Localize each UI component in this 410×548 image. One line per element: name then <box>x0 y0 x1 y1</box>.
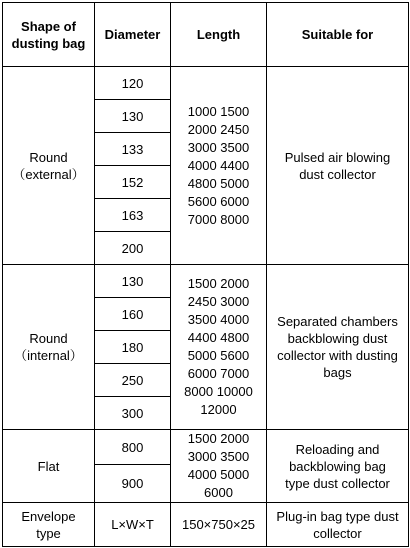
diameter-cell: 152 <box>95 166 171 199</box>
diameter-cell: 180 <box>95 331 171 364</box>
suitable-flat: Reloading and backblowing bag type dust collector <box>267 430 409 503</box>
diameter-cell: 900 <box>95 465 171 503</box>
envelope-length: 150×750×25 <box>171 503 267 547</box>
header-row <box>3 3 409 67</box>
suitable-round-internal: Separated chambers backblowing dust collector with dusting bags <box>267 265 409 430</box>
header-length: Length <box>171 3 267 67</box>
diameter-cell: 800 <box>95 430 171 465</box>
header-diameter: Diameter <box>95 3 171 67</box>
shape-flat: Flat <box>3 430 95 503</box>
diameter-cell: 163 <box>95 199 171 232</box>
shape-envelope: Envelope type <box>3 503 95 547</box>
diameter-cell: 130 <box>95 265 171 298</box>
diameter-cell: 133 <box>95 133 171 166</box>
shape-round-external: Round （external） <box>3 67 95 265</box>
suitable-round-external: Pulsed air blowing dust collector <box>267 67 409 265</box>
length-round-external: 1000 1500 2000 2450 3000 3500 4000 4400 4800 5000 5600 6000 7000 8000 <box>171 67 267 265</box>
diameter-cell: 120 <box>95 67 171 100</box>
table-row <box>3 265 409 298</box>
length-round-internal: 1500 2000 2450 3000 3500 4000 4400 4800 5000 5600 6000 7000 8000 10000 12000 <box>171 265 267 430</box>
diameter-cell: 200 <box>95 232 171 265</box>
header-shape: Shape of dusting bag <box>3 3 95 67</box>
suitable-envelope: Plug-in bag type dust collector <box>267 503 409 547</box>
diameter-cell: 160 <box>95 298 171 331</box>
diameter-cell: 250 <box>95 364 171 397</box>
table-row <box>3 67 409 100</box>
header-suitable-for: Suitable for <box>267 3 409 67</box>
diameter-cell: 300 <box>95 397 171 430</box>
shape-round-internal: Round （internal） <box>3 265 95 430</box>
length-flat: 1500 2000 3000 3500 4000 5000 6000 <box>171 430 267 503</box>
envelope-dimension-label: L×W×T <box>95 503 171 547</box>
table-row <box>3 503 409 547</box>
table-row <box>3 430 409 465</box>
dusting-bag-spec-table <box>2 2 409 547</box>
diameter-cell: 130 <box>95 100 171 133</box>
